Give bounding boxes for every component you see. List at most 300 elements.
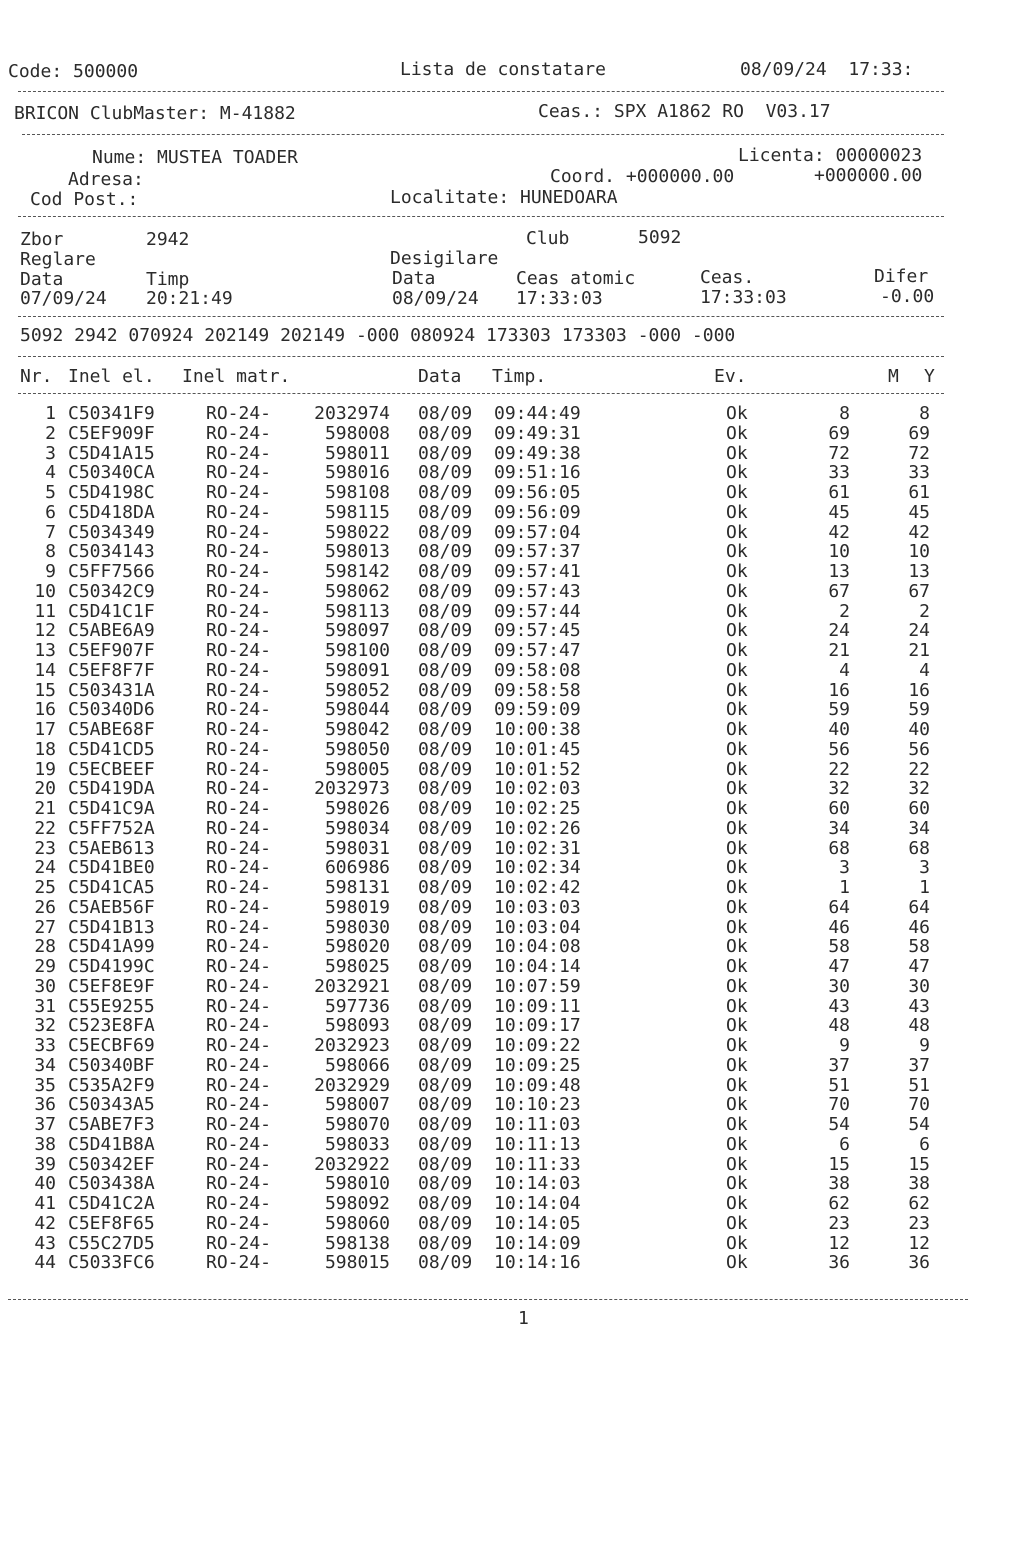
cell-ring-prefix: RO-24-	[206, 620, 272, 642]
col-registered-ring: Inel matr.	[182, 366, 291, 387]
table-row	[0, 641, 1024, 661]
cell-m: 67	[828, 580, 850, 602]
cell-time: 10:02:25	[494, 798, 581, 819]
table-row	[0, 878, 1024, 898]
cell-electronic-ring: C5D41A15	[68, 442, 155, 464]
table-row	[0, 1155, 1024, 1175]
cell-nr: 11	[34, 600, 56, 622]
cell-electronic-ring: C5D41C2A	[68, 1193, 155, 1214]
cell-nr: 16	[34, 699, 56, 721]
cell-y: 61	[908, 482, 930, 503]
cell-ring-number: 598093	[324, 1015, 390, 1037]
cell-y: 36	[908, 1252, 930, 1274]
cell-ring-prefix: RO-24-	[206, 561, 272, 582]
cell-ring-number: 598033	[324, 1133, 390, 1155]
cell-ring-number: 598066	[324, 1054, 390, 1076]
cell-m: 4	[839, 659, 850, 681]
cell-y: 24	[908, 620, 930, 642]
cell-y: 15	[908, 1153, 930, 1175]
cell-y: 72	[908, 442, 930, 464]
table-row	[0, 1076, 1024, 1096]
cell-ring-number: 598005	[324, 758, 390, 780]
cell-event: Ok	[726, 659, 748, 681]
cell-ring-prefix: RO-24-	[206, 699, 272, 721]
table-row	[0, 898, 1024, 918]
cell-electronic-ring: C5D41BE0	[68, 857, 155, 879]
cell-y: 12	[908, 1232, 930, 1254]
cell-ring-prefix: RO-24-	[206, 877, 272, 898]
cell-ring-prefix: RO-24-	[206, 956, 272, 977]
cell-nr: 25	[34, 877, 56, 898]
table-row	[0, 1056, 1024, 1076]
divider	[18, 356, 944, 357]
cell-nr: 4	[45, 462, 56, 484]
cell-y: 67	[908, 580, 930, 602]
cell-y: 34	[908, 817, 930, 839]
cell-nr: 3	[45, 442, 56, 464]
cell-ring-number: 598108	[324, 482, 390, 503]
cell-m: 36	[828, 1252, 850, 1274]
cell-event: Ok	[726, 1212, 748, 1234]
cell-nr: 40	[34, 1173, 56, 1195]
cell-ring-number: 598034	[324, 817, 390, 839]
cell-electronic-ring: C5D41CA5	[68, 877, 155, 898]
cell-event: Ok	[726, 679, 748, 701]
cell-time: 10:02:34	[494, 857, 581, 879]
cell-ring-prefix: RO-24-	[206, 738, 272, 760]
cell-event: Ok	[726, 1252, 748, 1274]
cell-m: 42	[828, 521, 850, 543]
table-row	[0, 740, 1024, 760]
cell-nr: 35	[34, 1074, 56, 1096]
cell-date: 08/09	[418, 1173, 473, 1195]
coordinates-second: +000000.00	[814, 165, 923, 186]
cell-event: Ok	[726, 1094, 748, 1116]
cell-event: Ok	[726, 719, 748, 740]
cell-date: 08/09	[418, 916, 473, 938]
cell-m: 59	[828, 699, 850, 721]
cell-m: 60	[828, 798, 850, 819]
cell-m: 10	[828, 541, 850, 563]
encoded-summary-line: 5092 2942 070924 202149 202149 -000 080924 173303 173303 -000 -000	[20, 325, 736, 346]
table-row	[0, 858, 1024, 878]
cell-m: 21	[828, 640, 850, 661]
clock-time: 17:33:03	[700, 287, 787, 308]
col-y: Y	[924, 366, 935, 387]
cell-event: Ok	[726, 403, 748, 424]
cell-event: Ok	[726, 442, 748, 464]
cell-electronic-ring: C55E9255	[68, 995, 155, 1017]
cell-time: 10:02:31	[494, 837, 581, 859]
cell-ring-number: 598092	[324, 1193, 390, 1214]
cell-electronic-ring: C503431A	[68, 679, 155, 701]
cell-electronic-ring: C50342C9	[68, 580, 155, 602]
cell-nr: 19	[34, 758, 56, 780]
cell-time: 09:57:43	[494, 580, 581, 602]
cell-nr: 28	[34, 936, 56, 958]
cell-event: Ok	[726, 1074, 748, 1096]
cell-ring-number: 598025	[324, 956, 390, 977]
divider	[18, 393, 944, 394]
cell-electronic-ring: C5EF8F7F	[68, 659, 155, 681]
cell-y: 45	[908, 501, 930, 523]
cell-nr: 10	[34, 580, 56, 602]
locality: Localitate: HUNEDOARA	[390, 187, 618, 208]
table-header	[0, 367, 1024, 387]
cell-electronic-ring: C5FF7566	[68, 561, 155, 582]
cell-date: 08/09	[418, 936, 473, 958]
cell-ring-prefix: RO-24-	[206, 541, 272, 563]
cell-electronic-ring: C523E8FA	[68, 1015, 155, 1037]
cell-ring-number: 598131	[324, 877, 390, 898]
cell-ring-prefix: RO-24-	[206, 600, 272, 622]
cell-ring-number: 598115	[324, 501, 390, 523]
cell-time: 09:57:04	[494, 521, 581, 543]
cell-ring-prefix: RO-24-	[206, 580, 272, 602]
cell-electronic-ring: C5033FC6	[68, 1252, 155, 1274]
table-row	[0, 444, 1024, 464]
cell-m: 3	[839, 857, 850, 879]
cell-event: Ok	[726, 837, 748, 859]
cell-time: 10:01:52	[494, 758, 581, 780]
cell-date: 08/09	[418, 600, 473, 622]
cell-event: Ok	[726, 798, 748, 819]
page-number: 1	[518, 1308, 529, 1329]
cell-ring-prefix: RO-24-	[206, 916, 272, 938]
cell-time: 10:11:03	[494, 1114, 581, 1135]
cell-m: 69	[828, 422, 850, 444]
cell-m: 13	[828, 561, 850, 582]
cell-time: 10:02:26	[494, 817, 581, 839]
cell-y: 59	[908, 699, 930, 721]
cell-time: 10:01:45	[494, 738, 581, 760]
cell-m: 61	[828, 482, 850, 503]
cell-nr: 26	[34, 896, 56, 918]
table-row	[0, 760, 1024, 780]
cell-electronic-ring: C5D41A99	[68, 936, 155, 958]
cell-ring-number: 598052	[324, 679, 390, 701]
cell-ring-number: 598138	[324, 1232, 390, 1254]
cell-ring-number: 598011	[324, 442, 390, 464]
cell-ring-prefix: RO-24-	[206, 719, 272, 740]
cell-nr: 20	[34, 778, 56, 800]
cell-electronic-ring: C5034349	[68, 521, 155, 543]
cell-nr: 5	[45, 482, 56, 503]
owner-name: Nume: MUSTEA TOADER	[92, 147, 298, 168]
cell-ring-number: 598044	[324, 699, 390, 721]
cell-electronic-ring: C5ECBF69	[68, 1035, 155, 1056]
cell-date: 08/09	[418, 758, 473, 780]
cell-y: 21	[908, 640, 930, 661]
cell-m: 9	[839, 1035, 850, 1056]
cell-date: 08/09	[418, 442, 473, 464]
cell-event: Ok	[726, 561, 748, 582]
cell-event: Ok	[726, 857, 748, 879]
setting-label: Reglare	[20, 249, 96, 270]
cell-m: 24	[828, 620, 850, 642]
cell-event: Ok	[726, 580, 748, 602]
cell-time: 10:04:08	[494, 936, 581, 958]
cell-date: 08/09	[418, 817, 473, 839]
cell-ring-prefix: RO-24-	[206, 995, 272, 1017]
cell-date: 08/09	[418, 1212, 473, 1234]
divider	[18, 91, 944, 92]
cell-date: 08/09	[418, 521, 473, 543]
cell-y: 32	[908, 778, 930, 800]
cell-ring-prefix: RO-24-	[206, 1074, 272, 1096]
cell-date: 08/09	[418, 1153, 473, 1175]
col-electronic-ring: Inel el.	[68, 366, 155, 387]
divider	[22, 134, 944, 135]
cell-y: 33	[908, 462, 930, 484]
cell-date: 08/09	[418, 1114, 473, 1135]
cell-time: 10:14:05	[494, 1212, 581, 1234]
unsealing-label: Desigilare	[390, 248, 499, 269]
cell-ring-prefix: RO-24-	[206, 403, 272, 424]
cell-time: 09:57:37	[494, 541, 581, 563]
cell-event: Ok	[726, 600, 748, 622]
cell-m: 32	[828, 778, 850, 800]
cell-y: 42	[908, 521, 930, 543]
cell-date: 08/09	[418, 699, 473, 721]
cell-electronic-ring: C5ABE68F	[68, 719, 155, 740]
col-time: Timp.	[492, 366, 547, 387]
table-row	[0, 700, 1024, 720]
cell-m: 40	[828, 719, 850, 740]
cell-ring-number: 598015	[324, 1252, 390, 1274]
cell-m: 48	[828, 1015, 850, 1037]
cell-ring-prefix: RO-24-	[206, 1153, 272, 1175]
flight-label: Zbor	[20, 229, 64, 250]
cell-nr: 8	[45, 541, 56, 563]
cell-electronic-ring: C503438A	[68, 1173, 155, 1195]
cell-date: 08/09	[418, 462, 473, 484]
cell-y: 30	[908, 975, 930, 997]
cell-time: 09:56:09	[494, 501, 581, 523]
difference-label: Difer	[874, 266, 929, 287]
cell-ring-number: 606986	[324, 857, 390, 879]
cell-time: 09:49:38	[494, 442, 581, 464]
cell-time: 10:11:13	[494, 1133, 581, 1155]
table-row	[0, 799, 1024, 819]
cell-m: 51	[828, 1074, 850, 1096]
cell-ring-number: 598100	[324, 640, 390, 661]
cell-electronic-ring: C5EF8F65	[68, 1212, 155, 1234]
cell-date: 08/09	[418, 541, 473, 563]
cell-nr: 9	[45, 561, 56, 582]
cell-date: 08/09	[418, 719, 473, 740]
cell-electronic-ring: C5EF909F	[68, 422, 155, 444]
cell-m: 37	[828, 1054, 850, 1076]
cell-ring-prefix: RO-24-	[206, 422, 272, 444]
cell-nr: 17	[34, 719, 56, 740]
cell-ring-number: 597736	[324, 995, 390, 1017]
cell-time: 10:03:03	[494, 896, 581, 918]
cell-ring-number: 598010	[324, 1173, 390, 1195]
cell-ring-number: 598020	[324, 936, 390, 958]
cell-ring-prefix: RO-24-	[206, 1193, 272, 1214]
cell-time: 10:07:59	[494, 975, 581, 997]
cell-time: 09:58:08	[494, 659, 581, 681]
cell-time: 09:57:45	[494, 620, 581, 642]
cell-date: 08/09	[418, 580, 473, 602]
cell-ring-prefix: RO-24-	[206, 1133, 272, 1155]
table-row	[0, 1016, 1024, 1036]
cell-y: 43	[908, 995, 930, 1017]
cell-nr: 15	[34, 679, 56, 701]
cell-event: Ok	[726, 1114, 748, 1135]
cell-electronic-ring: C5EF8E9F	[68, 975, 155, 997]
cell-event: Ok	[726, 877, 748, 898]
cell-time: 10:09:22	[494, 1035, 581, 1056]
cell-event: Ok	[726, 462, 748, 484]
table-row	[0, 681, 1024, 701]
cell-m: 72	[828, 442, 850, 464]
code-label: Code: 500000	[8, 61, 139, 82]
cell-event: Ok	[726, 916, 748, 938]
cell-event: Ok	[726, 1153, 748, 1175]
cell-ring-number: 598022	[324, 521, 390, 543]
cell-electronic-ring: C50340BF	[68, 1054, 155, 1076]
cell-time: 10:03:04	[494, 916, 581, 938]
cell-electronic-ring: C5D41B8A	[68, 1133, 155, 1155]
cell-date: 08/09	[418, 738, 473, 760]
cell-ring-number: 598016	[324, 462, 390, 484]
cell-date: 08/09	[418, 1054, 473, 1076]
cell-electronic-ring: C5EF907F	[68, 640, 155, 661]
cell-m: 22	[828, 758, 850, 780]
cell-ring-prefix: RO-24-	[206, 758, 272, 780]
cell-y: 16	[908, 679, 930, 701]
cell-m: 12	[828, 1232, 850, 1254]
cell-ring-prefix: RO-24-	[206, 1252, 272, 1274]
cell-event: Ok	[726, 975, 748, 997]
clock-id: Ceas.: SPX A1862 RO V03.17	[538, 101, 831, 122]
cell-y: 58	[908, 936, 930, 958]
cell-time: 10:00:38	[494, 719, 581, 740]
cell-m: 6	[839, 1133, 850, 1155]
cell-event: Ok	[726, 1133, 748, 1155]
table-row	[0, 562, 1024, 582]
table-row	[0, 542, 1024, 562]
cell-time: 10:10:23	[494, 1094, 581, 1116]
cell-time: 10:04:14	[494, 956, 581, 977]
cell-ring-number: 598007	[324, 1094, 390, 1116]
cell-ring-number: 598097	[324, 620, 390, 642]
cell-event: Ok	[726, 1054, 748, 1076]
cell-ring-prefix: RO-24-	[206, 936, 272, 958]
cell-ring-prefix: RO-24-	[206, 640, 272, 661]
club-label: Club	[526, 228, 570, 249]
setting-time-label: Timp	[146, 269, 190, 290]
clock-label: Ceas.	[700, 267, 755, 288]
cell-time: 09:44:49	[494, 403, 581, 424]
cell-electronic-ring: C535A2F9	[68, 1074, 155, 1096]
cell-ring-number: 598030	[324, 916, 390, 938]
cell-date: 08/09	[418, 1094, 473, 1116]
cell-ring-number: 598019	[324, 896, 390, 918]
atomic-clock-label: Ceas atomic	[516, 268, 636, 289]
table-row	[0, 839, 1024, 859]
cell-m: 54	[828, 1114, 850, 1135]
cell-nr: 6	[45, 501, 56, 523]
table-row	[0, 720, 1024, 740]
cell-electronic-ring: C5D41CD5	[68, 738, 155, 760]
cell-nr: 27	[34, 916, 56, 938]
cell-nr: 14	[34, 659, 56, 681]
cell-y: 23	[908, 1212, 930, 1234]
cell-electronic-ring: C5AEB56F	[68, 896, 155, 918]
cell-date: 08/09	[418, 561, 473, 582]
cell-date: 08/09	[418, 1232, 473, 1254]
cell-event: Ok	[726, 956, 748, 977]
cell-y: 47	[908, 956, 930, 977]
cell-time: 09:58:58	[494, 679, 581, 701]
cell-time: 09:51:16	[494, 462, 581, 484]
cell-ring-prefix: RO-24-	[206, 1212, 272, 1234]
cell-event: Ok	[726, 758, 748, 780]
cell-m: 23	[828, 1212, 850, 1234]
cell-nr: 38	[34, 1133, 56, 1155]
cell-ring-prefix: RO-24-	[206, 659, 272, 681]
cell-nr: 1	[45, 403, 56, 424]
cell-ring-prefix: RO-24-	[206, 462, 272, 484]
cell-electronic-ring: C50341F9	[68, 403, 155, 424]
cell-electronic-ring: C5AEB613	[68, 837, 155, 859]
cell-event: Ok	[726, 521, 748, 543]
cell-nr: 22	[34, 817, 56, 839]
cell-event: Ok	[726, 738, 748, 760]
cell-y: 10	[908, 541, 930, 563]
cell-time: 10:14:04	[494, 1193, 581, 1214]
cell-time: 10:09:17	[494, 1015, 581, 1037]
cell-y: 69	[908, 422, 930, 444]
table-row	[0, 819, 1024, 839]
cell-y: 48	[908, 1015, 930, 1037]
cell-electronic-ring: C5D418DA	[68, 501, 155, 523]
cell-date: 08/09	[418, 659, 473, 681]
cell-y: 54	[908, 1114, 930, 1135]
cell-event: Ok	[726, 778, 748, 800]
cell-electronic-ring: C50340CA	[68, 462, 155, 484]
divider	[8, 1299, 968, 1300]
cell-y: 51	[908, 1074, 930, 1096]
cell-date: 08/09	[418, 877, 473, 898]
table-row	[0, 1194, 1024, 1214]
cell-y: 13	[908, 561, 930, 582]
cell-electronic-ring: C5D41B13	[68, 916, 155, 938]
cell-time: 10:09:11	[494, 995, 581, 1017]
cell-nr: 21	[34, 798, 56, 819]
cell-ring-prefix: RO-24-	[206, 896, 272, 918]
cell-y: 40	[908, 719, 930, 740]
cell-nr: 18	[34, 738, 56, 760]
table-row	[0, 937, 1024, 957]
cell-date: 08/09	[418, 1133, 473, 1155]
cell-time: 10:14:16	[494, 1252, 581, 1274]
cell-nr: 44	[34, 1252, 56, 1274]
cell-nr: 29	[34, 956, 56, 977]
cell-event: Ok	[726, 1232, 748, 1254]
cell-y: 56	[908, 738, 930, 760]
table-row	[0, 1214, 1024, 1234]
cell-ring-number: 2032921	[314, 975, 390, 997]
cell-nr: 36	[34, 1094, 56, 1116]
unsealing-date-label: Data	[392, 268, 436, 289]
cell-nr: 43	[34, 1232, 56, 1254]
cell-ring-number: 2032922	[314, 1153, 390, 1175]
cell-nr: 30	[34, 975, 56, 997]
